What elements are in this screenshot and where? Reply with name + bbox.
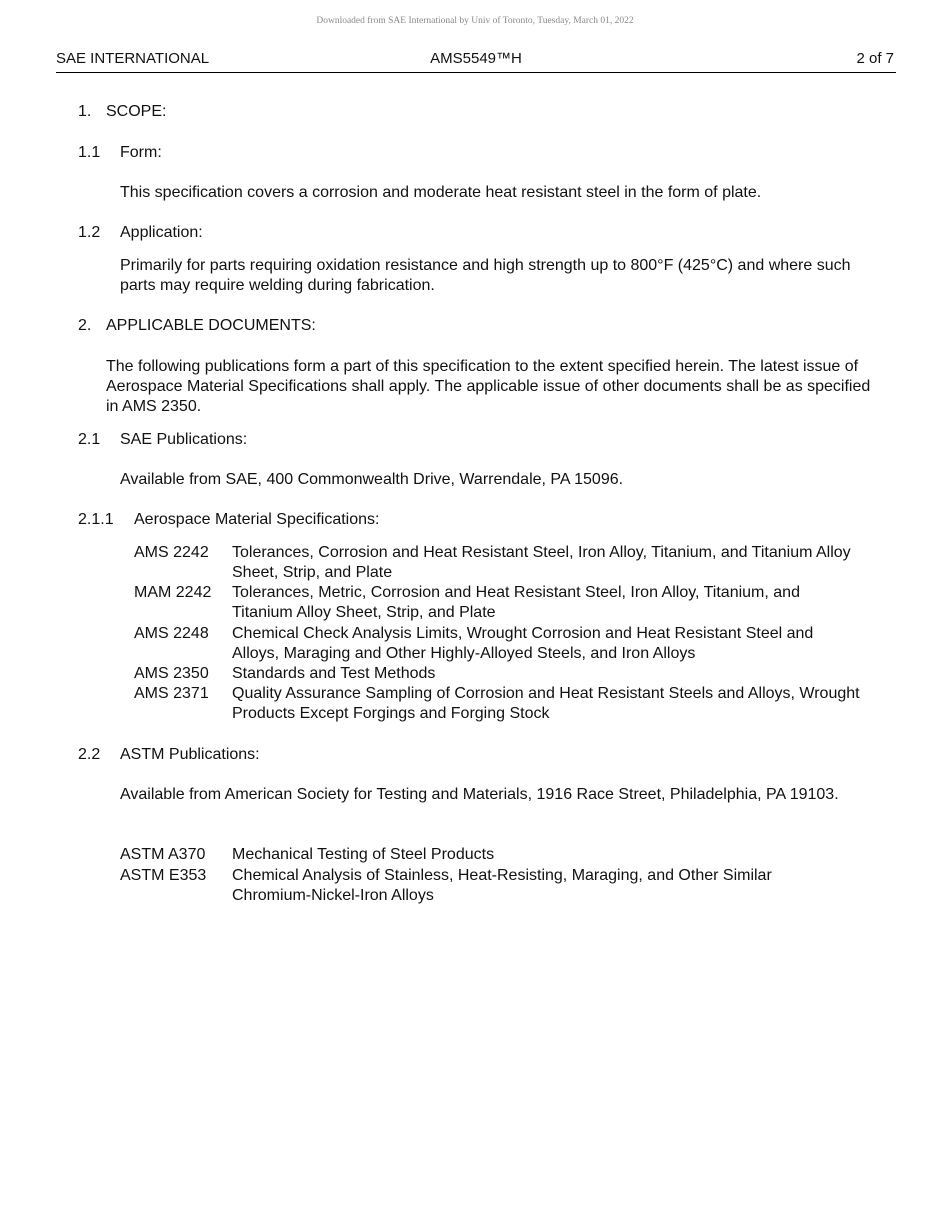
header-publisher: SAE INTERNATIONAL — [56, 50, 210, 67]
spec-description: Chemical Check Analysis Limits, Wrought Corrosion and Heat Resistant Steel and Alloys, Maraging and Other Highly-Alloyed Steels, and Iron Alloys — [232, 625, 814, 662]
section-2-1-1-title: Aerospace Material Specifications: — [134, 511, 380, 528]
astm-code: ASTM A370 — [120, 846, 206, 863]
spec-code: AMS 2350 — [134, 665, 209, 682]
section-1-2-number: 1.2 — [78, 224, 101, 241]
section-2-1-1-number: 2.1.1 — [78, 511, 114, 528]
section-2-2-number: 2.2 — [78, 746, 101, 763]
section-2-title: APPLICABLE DOCUMENTS: — [106, 317, 316, 334]
header-page-number: 2 of 7 — [856, 50, 894, 67]
section-1-1-number: 1.1 — [78, 144, 101, 161]
section-1-1-text: This specification covers a corrosion and moderate heat resistant steel in the form of plate. — [120, 184, 762, 201]
section-1-number: 1. — [78, 103, 92, 120]
section-2-2-title: ASTM Publications: — [120, 746, 260, 763]
section-2-1-number: 2.1 — [78, 431, 101, 448]
header-document-number: AMS5549™H — [430, 50, 522, 67]
spec-description: Tolerances, Corrosion and Heat Resistant Steel, Iron Alloy, Titanium, and Titanium Alloy Sheet, Strip, and Plate — [232, 544, 851, 581]
section-2-text: The following publications form a part of this specification to the extent specified herein. The latest issue of Aerospace Material Specifications shall apply. The applicable issue of other documents shall be as specified in AMS 2350. — [106, 358, 871, 415]
spec-code: AMS 2248 — [134, 625, 209, 642]
spec-code: AMS 2242 — [134, 544, 209, 561]
spec-description: Tolerances, Metric, Corrosion and Heat Resistant Steel, Iron Alloy, Titanium, and Titanium Alloy Sheet, Strip, and Plate — [232, 584, 800, 621]
section-1-2-title: Application: — [120, 224, 203, 241]
spec-description: Standards and Test Methods — [232, 665, 436, 682]
section-1-title: SCOPE: — [106, 103, 167, 120]
section-2-1-title: SAE Publications: — [120, 431, 248, 448]
spec-code: AMS 2371 — [134, 685, 209, 702]
astm-description: Chemical Analysis of Stainless, Heat-Resisting, Maraging, and Other Similar Chromium-Nickel-Iron Alloys — [232, 867, 772, 904]
astm-description: Mechanical Testing of Steel Products — [232, 846, 495, 863]
astm-code: ASTM E353 — [120, 867, 207, 884]
spec-code: MAM 2242 — [134, 584, 212, 601]
page-header — [56, 50, 896, 73]
section-1-1-title: Form: — [120, 144, 162, 161]
spec-description: Quality Assurance Sampling of Corrosion and Heat Resistant Steels and Alloys, Wrought Products Except Forgings and Forging Stock — [232, 685, 860, 722]
section-1-2-text: Primarily for parts requiring oxidation resistance and high strength up to 800°F (425°C) and where such parts may require welding during fabrication. — [120, 257, 851, 294]
section-2-1-text: Available from SAE, 400 Commonwealth Drive, Warrendale, PA 15096. — [120, 471, 624, 488]
download-watermark: Downloaded from SAE International by Univ of Toronto, Tuesday, March 01, 2022 — [316, 16, 634, 26]
section-2-2-text: Available from American Society for Testing and Materials, 1916 Race Street, Philadelphia, PA 19103. — [120, 786, 839, 803]
section-2-number: 2. — [78, 317, 92, 334]
